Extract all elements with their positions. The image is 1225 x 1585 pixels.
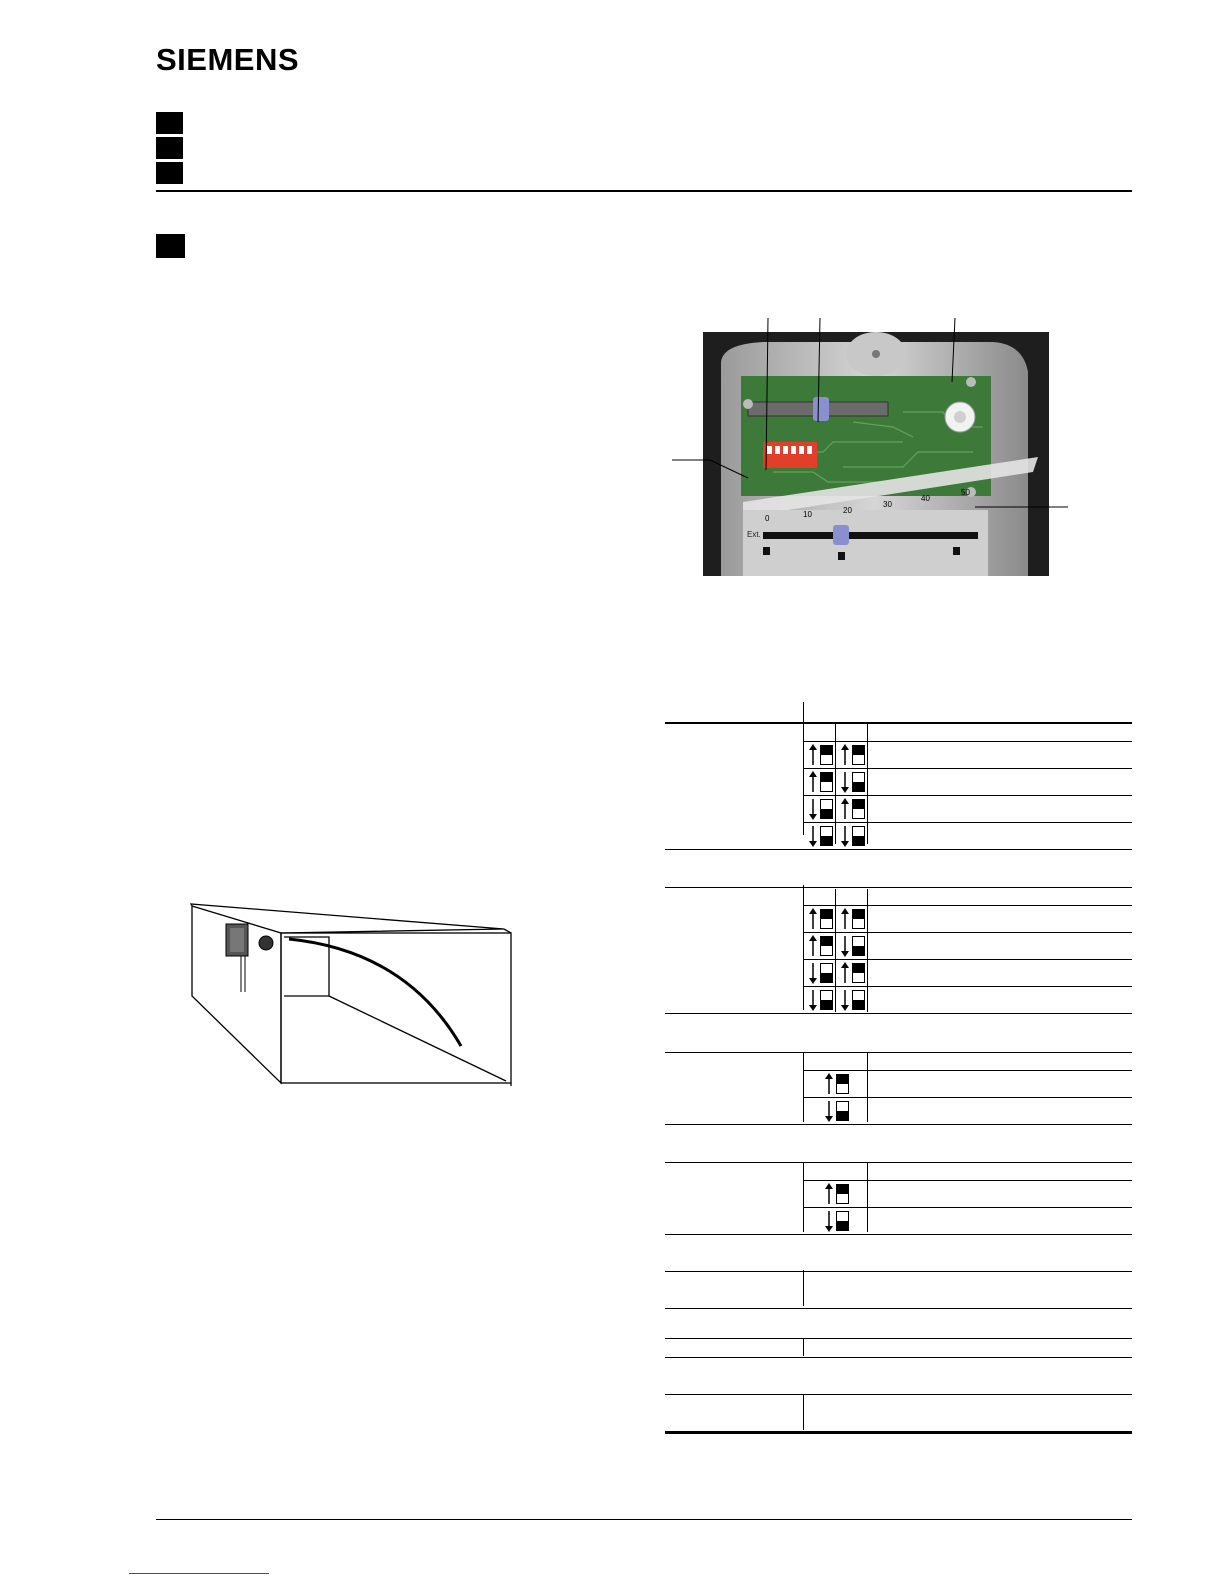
header-rule [156,190,1132,192]
dip-switch-down-icon [836,1211,849,1231]
dip-switch-up-icon [820,936,833,956]
dip-switch-up-icon [836,1184,849,1204]
duct-sensor-drawing-icon [186,896,526,1092]
photo-callouts [650,310,1080,530]
dip-switch-down-icon [820,990,833,1010]
dip-switch-down-icon [852,936,865,956]
language-marker-1 [156,112,183,134]
scale-label-40: 40 [921,494,930,503]
footer-link-underline[interactable] [129,1573,269,1574]
arrow-up-icon [808,771,818,793]
section-marker [156,234,185,258]
arrow-up-icon [840,798,850,820]
dip-switch-up-icon [852,909,865,929]
arrow-down-icon [824,1100,834,1122]
scale-label-20: 20 [843,506,852,515]
dip-switch-down-icon [852,772,865,792]
dip-switch-up-icon [836,1074,849,1094]
dip-switch-down-icon [836,1101,849,1121]
arrow-down-icon [840,989,850,1011]
arrow-up-icon [840,908,850,930]
arrow-up-icon [824,1183,834,1205]
arrow-up-icon [808,744,818,766]
dip-switch-up-icon [852,745,865,765]
scale-label-30: 30 [883,500,892,509]
arrow-down-icon [808,962,818,984]
language-marker-3 [156,162,183,184]
dip-switch-down-icon [852,990,865,1010]
arrow-down-icon [808,989,818,1011]
arrow-up-icon [808,935,818,957]
dip-switch-up-icon [820,909,833,929]
arrow-down-icon [808,825,818,847]
dip-switch-up-icon [852,799,865,819]
dip-switch-up-icon [852,963,865,983]
scale-label-10: 10 [803,510,812,519]
arrow-down-icon [824,1210,834,1232]
scale-prefix: Ext. [747,530,761,539]
dip-switch-up-icon [820,772,833,792]
dip-switch-down-icon [820,963,833,983]
scale-label-0: 0 [765,514,770,523]
scale-label-50: 50 [961,488,970,497]
dip-switch-down-icon [820,799,833,819]
arrow-up-icon [824,1073,834,1095]
arrow-down-icon [840,771,850,793]
arrow-up-icon [840,962,850,984]
arrow-down-icon [840,825,850,847]
arrow-down-icon [840,935,850,957]
arrow-down-icon [808,798,818,820]
arrow-up-icon [840,744,850,766]
footer-rule [156,1519,1132,1520]
dip-switch-down-icon [820,826,833,846]
siemens-logo: SIEMENS [156,42,300,77]
language-marker-2 [156,137,183,159]
arrow-up-icon [808,908,818,930]
dip-switch-up-icon [820,745,833,765]
dip-switch-down-icon [852,826,865,846]
